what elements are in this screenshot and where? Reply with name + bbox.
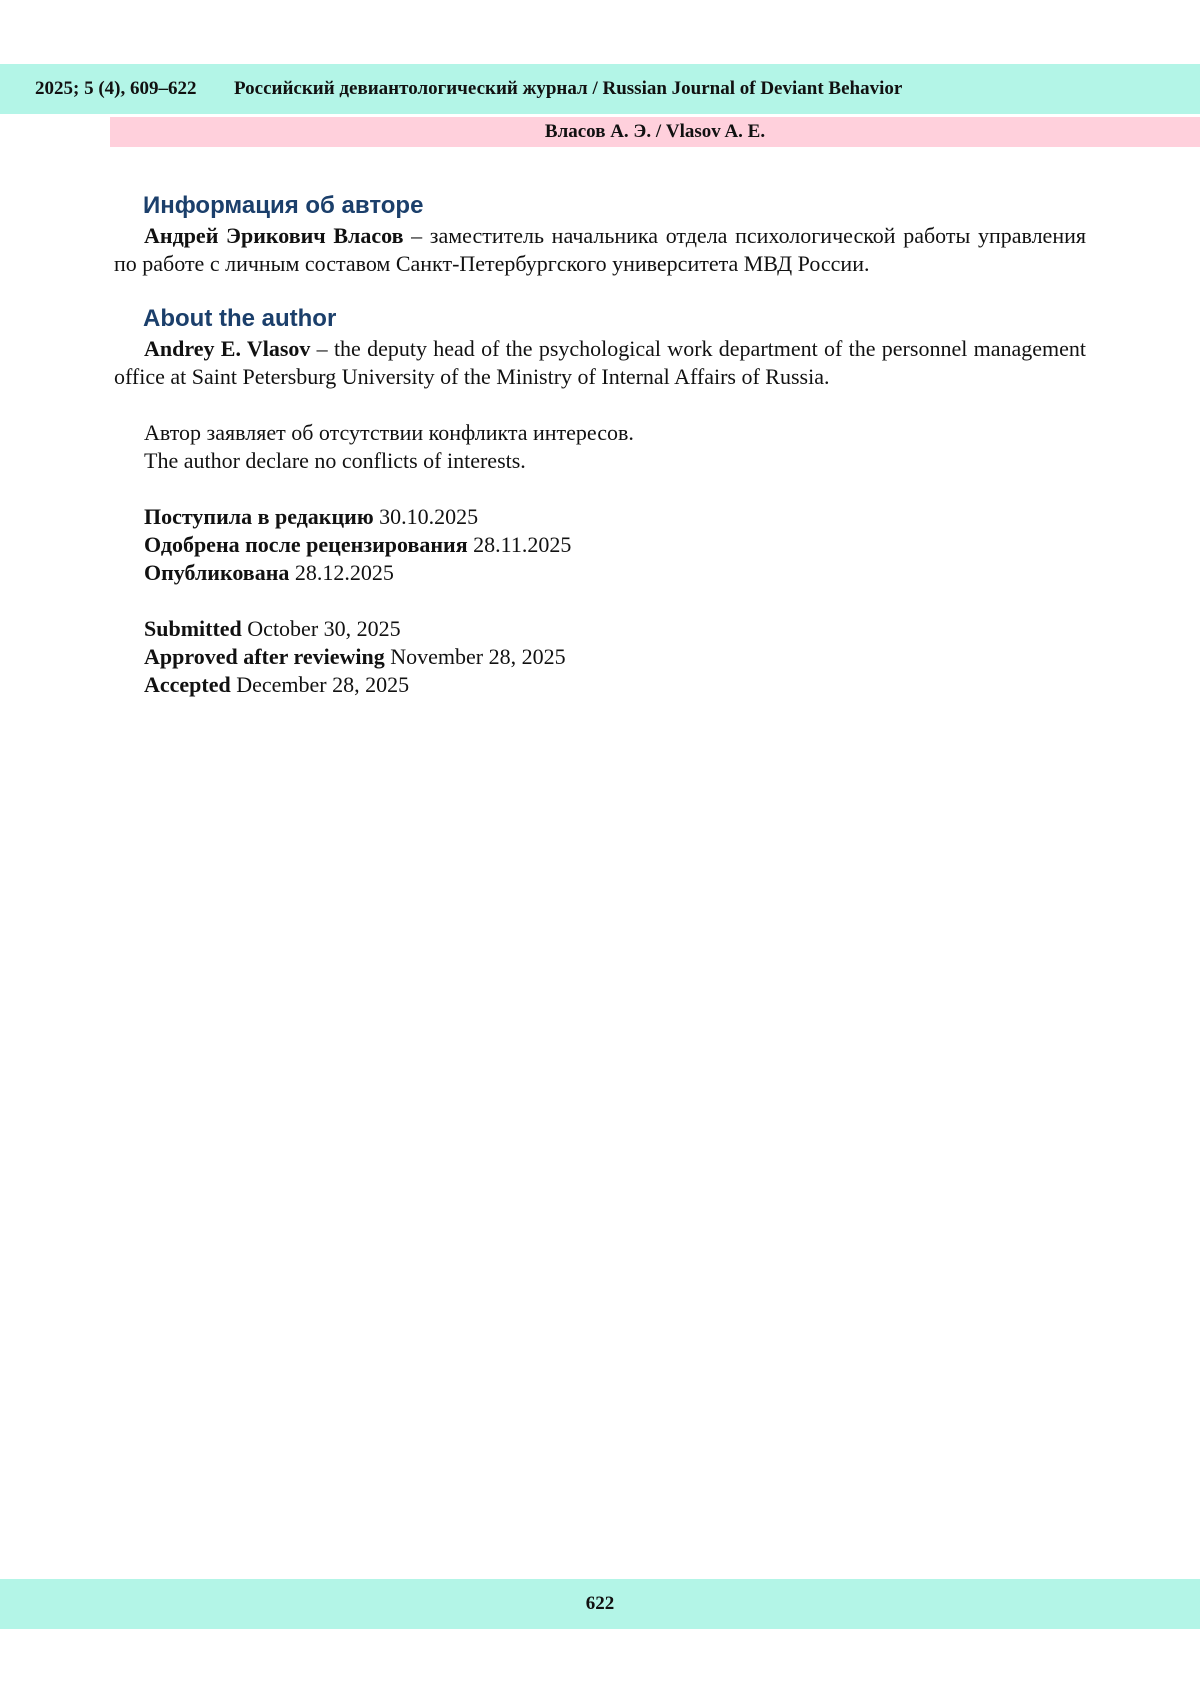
date-value: 30.10.2025: [373, 504, 479, 529]
author-info-heading-ru: Информация об авторе: [143, 192, 424, 219]
author-name-en: Andrey E. Vlasov: [144, 336, 311, 361]
date-value: October 30, 2025: [241, 616, 401, 641]
conflict-statement-en: The author declare no conflicts of interests.: [144, 448, 526, 473]
date-value: 28.11.2025: [467, 532, 572, 557]
running-authors: Власов А. Э. / Vlasov A. E.: [544, 121, 766, 142]
date-line-received-ru: [144, 503, 1086, 531]
date-line-approved-en: [144, 643, 1086, 671]
running-authors-bar: [110, 117, 1200, 147]
conflict-statement-ru: Автор заявляет об отсутствии конфликта интересов.: [144, 420, 634, 445]
date-line-submitted-en: [144, 615, 1086, 643]
date-label: Approved after reviewing: [144, 644, 385, 669]
date-line-published-ru: [144, 559, 1086, 587]
page-footer-bar: [0, 1579, 1200, 1629]
date-label: Поступила в редакцию: [144, 504, 374, 529]
author-info-ru: [114, 222, 1086, 278]
date-value: 28.12.2025: [289, 560, 394, 585]
author-description-ru: – заместитель начальника отдела психологической работы управления по работе с личным составом Санкт-Петербургского университета МВД России.: [114, 223, 1086, 276]
author-info-heading-en: About the author: [143, 305, 337, 332]
date-line-accepted-en: [144, 671, 1086, 699]
date-value: November 28, 2025: [384, 644, 566, 669]
author-info-en: [114, 335, 1086, 391]
issue-info: 2025; 5 (4), 609–622: [35, 78, 197, 99]
date-label: Одобрена после рецензирования: [144, 532, 468, 557]
author-description-en: – the deputy head of the psychological work department of the personnel management office at Saint Petersburg University of the Ministry of Internal Affairs of Russia.: [114, 336, 1086, 389]
date-label: Опубликована: [144, 560, 290, 585]
journal-header-bar: [0, 64, 1200, 114]
page-number: 622: [585, 1593, 615, 1614]
date-line-approved-ru: [144, 531, 1086, 559]
date-label: Submitted: [144, 616, 242, 641]
date-label: Accepted: [144, 672, 231, 697]
journal-title: Российский девиантологический журнал / Russian Journal of Deviant Behavior: [234, 78, 903, 99]
date-value: December 28, 2025: [230, 672, 410, 697]
article-content: [114, 190, 1086, 699]
author-name-ru: Андрей Эрикович Власов: [144, 223, 404, 248]
